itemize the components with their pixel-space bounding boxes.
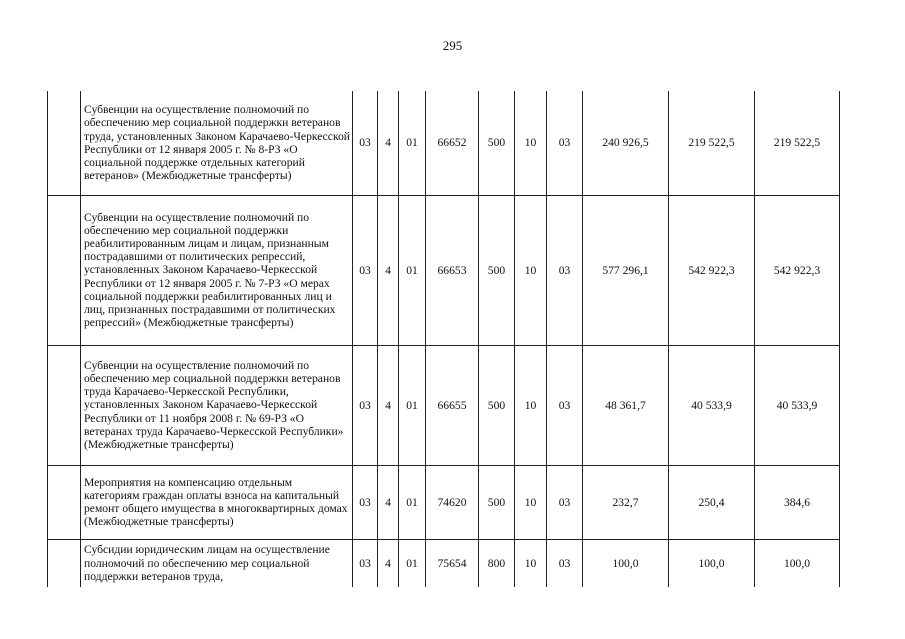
code-cell: 500: [479, 345, 515, 465]
code-cell: 01: [399, 345, 426, 465]
amount-cell: 542 922,3: [669, 195, 755, 345]
blank-cell: [48, 539, 81, 587]
code-cell: 4: [378, 465, 399, 539]
row-description: Субсидии юридическим лицам на осуществление полномочий по обеспечению мер социальной поддержки ветеранов труда,: [81, 539, 353, 587]
amount-cell: 250,4: [669, 465, 755, 539]
code-cell: 03: [547, 195, 583, 345]
code-cell: 4: [378, 539, 399, 587]
row-description: Субвенции на осуществление полномочий по обеспечению мер социальной поддержки ветеранов труда Карачаево-Черкесской Республики, установленных Законом Карачаево-Черкесской Республики от 11 ноября 2008 г. № 69-РЗ «О ветеранах труда Карачаево-Черкесской Республики» (Межбюджетные трансферты): [81, 345, 353, 465]
code-cell: 03: [353, 345, 378, 465]
code-cell: 66652: [426, 91, 479, 195]
code-cell: 10: [515, 91, 547, 195]
code-cell: 03: [353, 91, 378, 195]
code-cell: 10: [515, 539, 547, 587]
code-cell: 03: [547, 91, 583, 195]
amount-cell: 48 361,7: [583, 345, 669, 465]
amount-cell: 577 296,1: [583, 195, 669, 345]
code-cell: 03: [353, 539, 378, 587]
amount-cell: 40 533,9: [755, 345, 840, 465]
code-cell: 01: [399, 539, 426, 587]
amount-cell: 219 522,5: [669, 91, 755, 195]
code-cell: 800: [479, 539, 515, 587]
row-description: Субвенции на осуществление полномочий по обеспечению мер социальной поддержки реабилитированным лицам и лицам, признанным пострадавшими от политических репрессий, установленных Законом Карачаево-Черкесской Республики от 12 января 2005 г. № 7-РЗ «О мерах социальной поддержки реабилитированных лиц и лиц, признанных пострадавшими от политических репрессий» (Межбюджетные трансферты): [81, 195, 353, 345]
code-cell: 03: [353, 465, 378, 539]
page-number: 295: [442, 38, 463, 53]
code-cell: 01: [399, 465, 426, 539]
table-row: [48, 539, 840, 587]
code-cell: 03: [353, 195, 378, 345]
amount-cell: 542 922,3: [755, 195, 840, 345]
table-row: [48, 465, 840, 539]
code-cell: 10: [515, 345, 547, 465]
code-cell: 10: [515, 465, 547, 539]
table-row: [48, 345, 840, 465]
code-cell: 4: [378, 345, 399, 465]
row-description: Мероприятия на компенсацию отдельным категориям граждан оплаты взноса на капитальный ремонт общего имущества в многоквартирных домах (Межбюджетные трансферты): [81, 465, 353, 539]
code-cell: 500: [479, 91, 515, 195]
budget-table: [47, 91, 840, 587]
code-cell: 75654: [426, 539, 479, 587]
code-cell: 03: [547, 345, 583, 465]
code-cell: 66653: [426, 195, 479, 345]
code-cell: 500: [479, 465, 515, 539]
blank-cell: [48, 345, 81, 465]
amount-cell: 232,7: [583, 465, 669, 539]
blank-cell: [48, 195, 81, 345]
code-cell: 01: [399, 195, 426, 345]
amount-cell: 219 522,5: [755, 91, 840, 195]
amount-cell: 384,6: [755, 465, 840, 539]
code-cell: 03: [547, 539, 583, 587]
amount-cell: 100,0: [755, 539, 840, 587]
table-row: [48, 195, 840, 345]
blank-cell: [48, 465, 81, 539]
amount-cell: 100,0: [583, 539, 669, 587]
row-description: Субвенции на осуществление полномочий по обеспечению мер социальной поддержки ветеранов труда, установленных Законом Карачаево-Черкесской Республики от 12 января 2005 г. № 8-РЗ «О социальной поддержке отдельных категорий ветеранов» (Межбюджетные трансферты): [81, 91, 353, 195]
amount-cell: 100,0: [669, 539, 755, 587]
code-cell: 03: [547, 465, 583, 539]
blank-cell: [48, 91, 81, 195]
code-cell: 500: [479, 195, 515, 345]
code-cell: 4: [378, 91, 399, 195]
amount-cell: 40 533,9: [669, 345, 755, 465]
code-cell: 10: [515, 195, 547, 345]
code-cell: 66655: [426, 345, 479, 465]
code-cell: 74620: [426, 465, 479, 539]
code-cell: 4: [378, 195, 399, 345]
code-cell: 01: [399, 91, 426, 195]
amount-cell: 240 926,5: [583, 91, 669, 195]
table-row: [48, 91, 840, 195]
